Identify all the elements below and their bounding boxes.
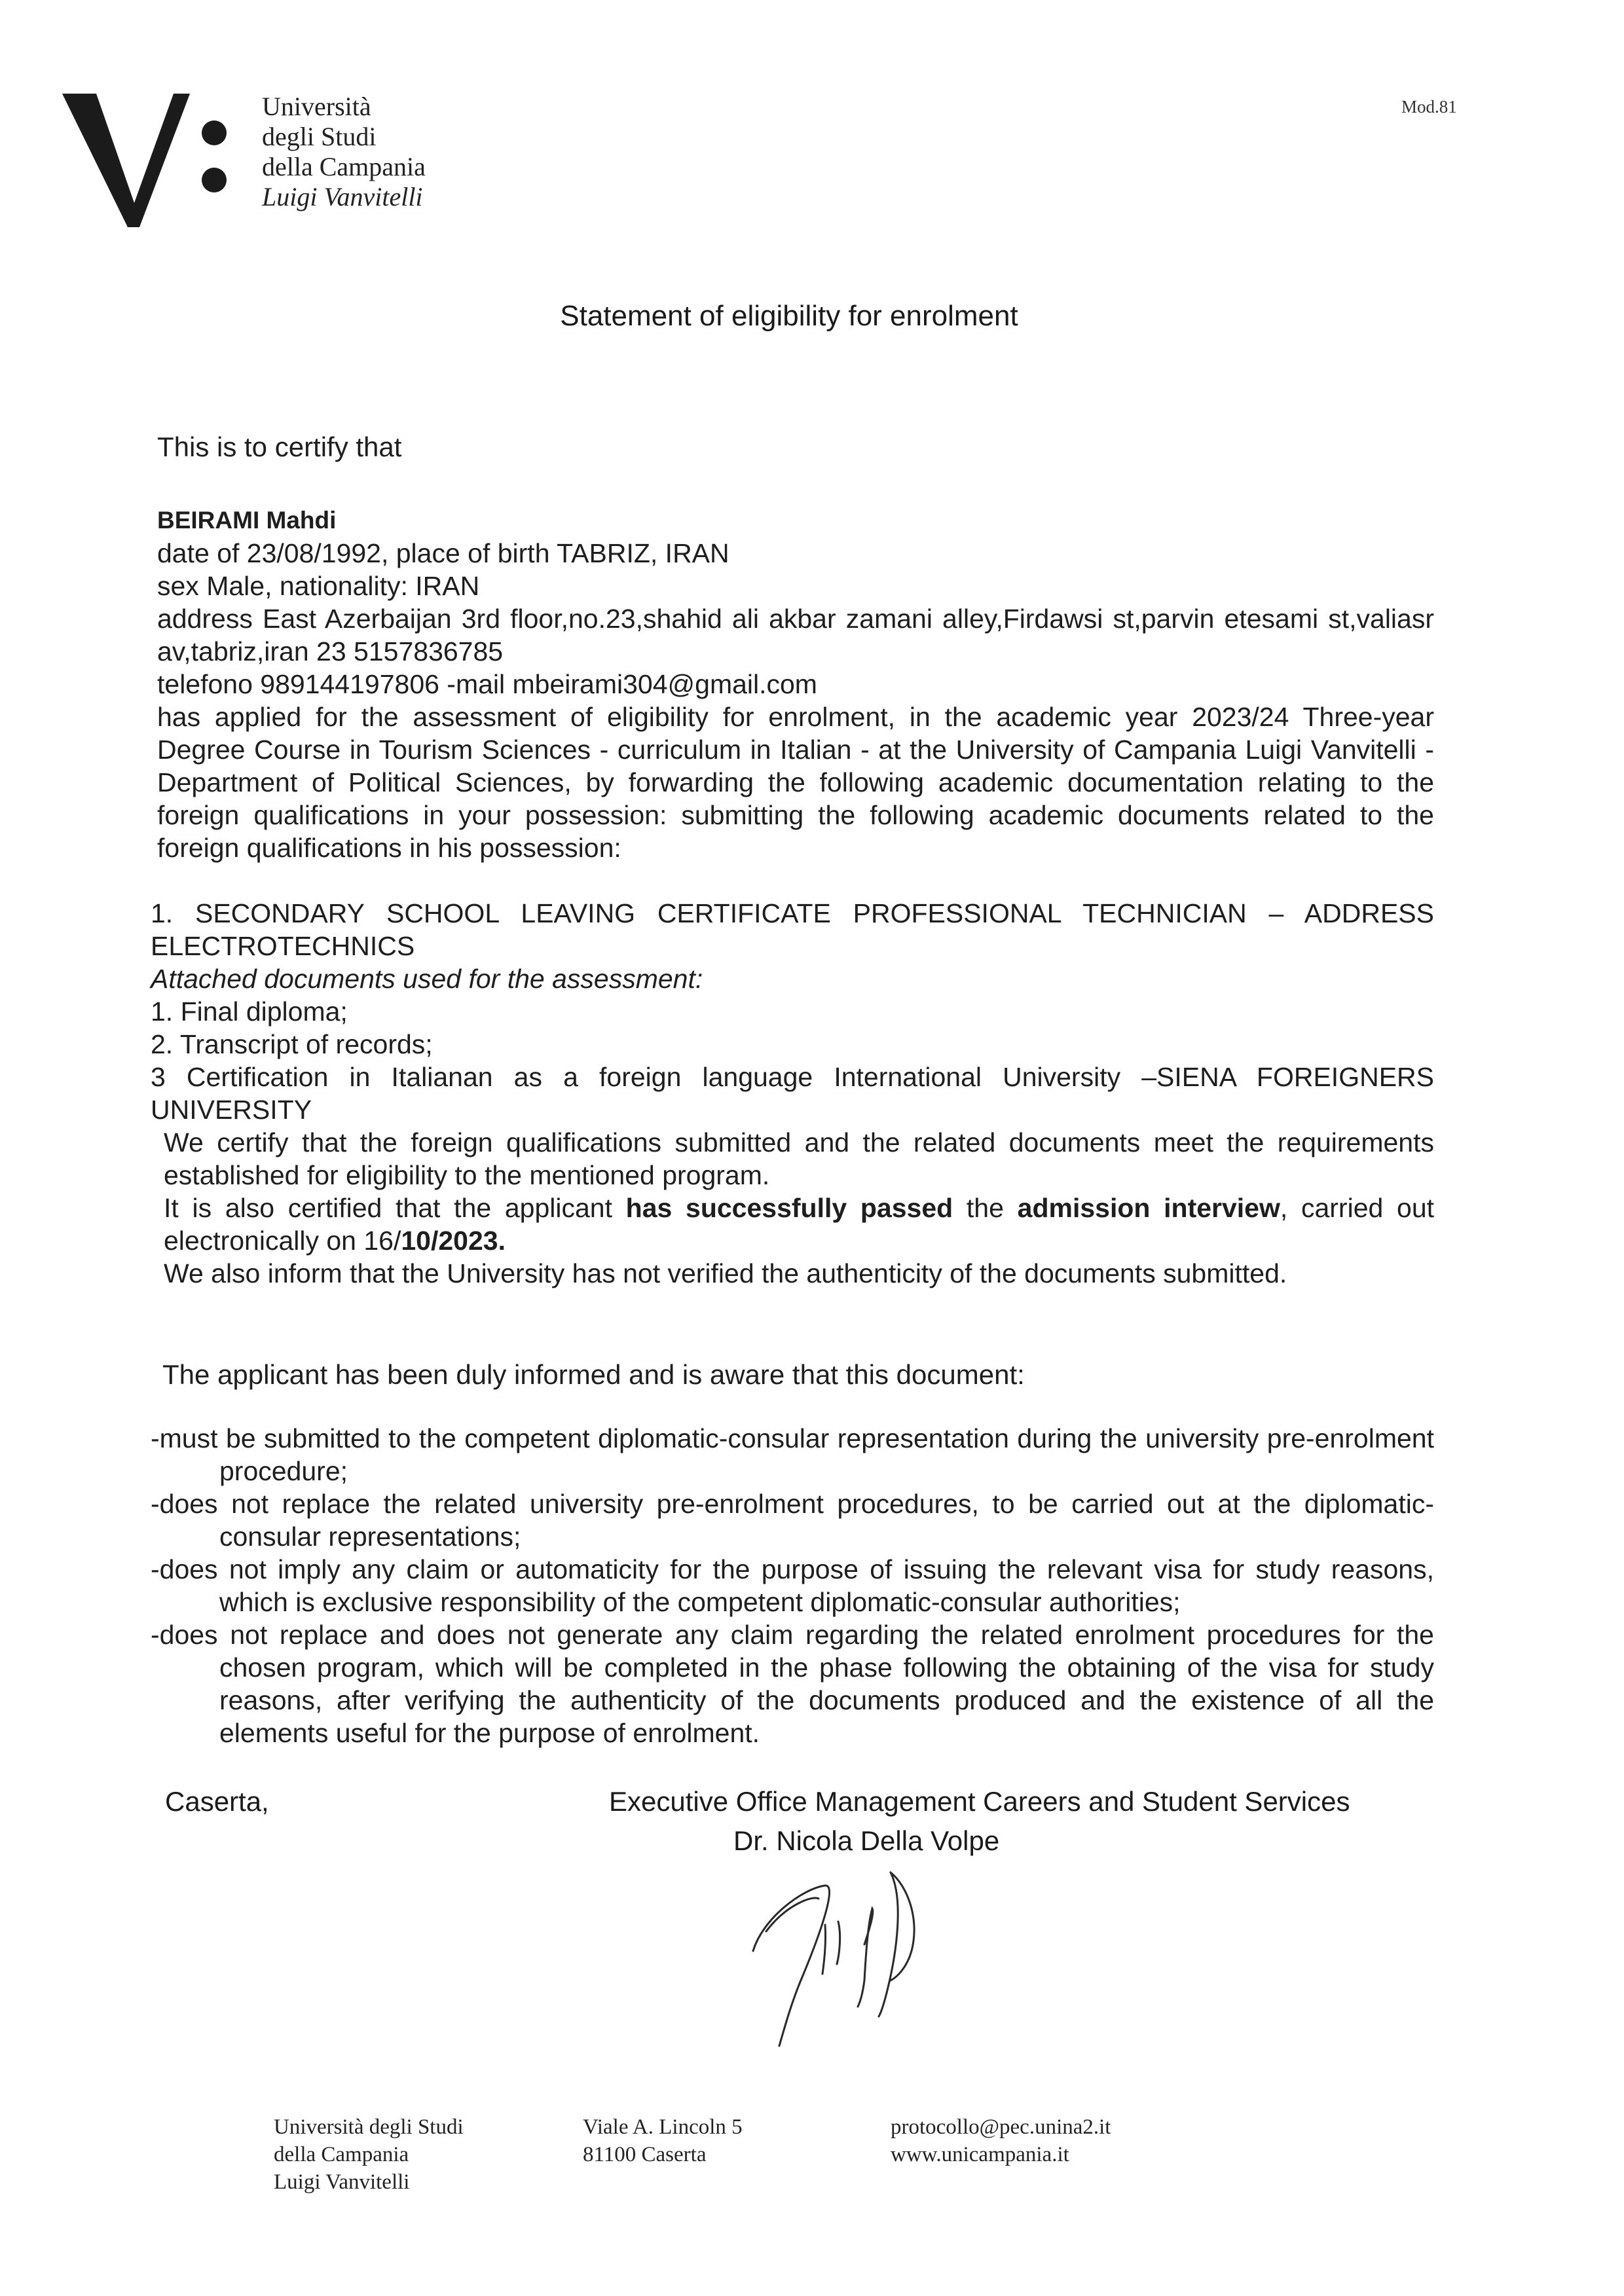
condition-item: -does not imply any claim or automaticity for the purpose of issuing the relevant visa for study reasons, which is exclusive responsibility of the competent diplomatic-consular authorities;	[151, 1554, 1434, 1617]
certify-intro: This is to certify that	[157, 431, 402, 462]
condition-item: -does not replace the related university pre-enrolment procedures, to be carried out at the diplomatic-consular representations;	[151, 1489, 1434, 1552]
attached-doc: 3 Certification in Italianan as a foreign language International University –SIENA FOREIGNERS UNIVERSITY	[151, 1062, 1434, 1125]
footer-address	[583, 2113, 743, 2168]
condition-item: -must be submitted to the competent diplomatic-consular representation during the university pre-enrolment procedure;	[151, 1423, 1434, 1486]
director-name: Dr. Nicola Della Volpe	[733, 1825, 1000, 1856]
informed-line: The applicant has been duly informed and is aware that this document:	[162, 1359, 1025, 1390]
statement-part: It is also certified that the applicant	[164, 1193, 626, 1223]
uni-name-line: Luigi Vanvitelli	[262, 182, 423, 211]
uni-name-line: della Campania	[262, 152, 426, 181]
footer-line: Luigi Vanvitelli	[274, 2170, 410, 2194]
uni-name-line: degli Studi	[262, 122, 377, 151]
qualification-title-cont: ELECTROTECHNICS	[151, 931, 415, 961]
application-paragraph: has applied for the assessment of eligibility for enrolment, in the academic year 2023/24 Three-year Degree Course in Tourism Sciences - curriculum in Italian - at the University of Campania Luigi Vanvitelli - Department of Political Sciences, by forwarding the following academic documentation relating to the foreign qualifications in your possession: submitting the following academic documents related to the foreign qualifications in his possession:	[157, 702, 1434, 863]
nationality: , nationality: IRAN	[265, 571, 480, 601]
statement-bold: has successfully passed	[625, 1193, 953, 1223]
certification-statements	[164, 1126, 1434, 1290]
footer-line: Università degli Studi	[274, 2115, 464, 2139]
attached-heading: Attached documents used for the assessment:	[151, 964, 703, 994]
handwritten-signature-icon	[740, 1859, 982, 2056]
statement-bold: admission interview	[1017, 1193, 1280, 1223]
statement-bold: 10/2023.	[401, 1226, 506, 1256]
footer-contacts	[891, 2113, 1111, 2168]
applicant-info	[157, 504, 1434, 864]
birth-line: date of 23/08/1992, place of birth TABRIZ, IRAN	[157, 538, 729, 568]
statement: We also inform that the University has not verified the authenticity of the documents submitted.	[164, 1258, 1287, 1288]
footer-email: protocollo@pec.unina2.it	[891, 2115, 1111, 2139]
footer-website: www.unicampania.it	[891, 2143, 1069, 2166]
university-name	[262, 92, 426, 212]
qualification-section	[151, 897, 1434, 1126]
condition-item: -does not replace and does not generate any claim regarding the related enrolment procedures for the chosen program, which will be completed in the phase following the obtaining of the visa for study reasons, after verifying the authenticity of the documents produced and the existence of all the elements useful for the purpose of enrolment.	[151, 1620, 1434, 1748]
statement-part: the	[953, 1193, 1018, 1223]
sex-nationality-line	[157, 570, 1434, 602]
uni-name-line: Università	[262, 92, 371, 121]
place: Caserta,	[165, 1786, 269, 1817]
conditions-list	[151, 1422, 1434, 1749]
attached-doc: 1. Final diploma;	[151, 996, 348, 1027]
footer-line: Viale A. Lincoln 5	[583, 2115, 743, 2139]
contact-line: telefono 989144197806 -mail mbeirami304@gmail.com	[157, 669, 817, 699]
statement: We certify that the foreign qualifications submitted and the related documents meet the requirements established for eligibility to the mentioned program.	[164, 1127, 1434, 1190]
address-line: address East Azerbaijan 3rd floor,no.23,shahid ali akbar zamani alley,Firdawsi st,parvin etesami st,valiasr av,tabriz,iran 23 5157836785	[157, 604, 1434, 666]
footer-university	[274, 2113, 464, 2196]
document-title: Statement of eligibility for enrolment	[560, 300, 1018, 332]
sex-value: Male	[206, 571, 265, 601]
applicant-name: BEIRAMI Mahdi	[157, 507, 337, 534]
qualification-title: 1. SECONDARY SCHOOL LEAVING CERTIFICATE PROFESSIONAL TECHNICIAN – ADDRESS	[151, 898, 1434, 928]
statement	[164, 1192, 1434, 1257]
sex-label: sex	[157, 571, 207, 601]
form-number: Mod.81	[1401, 97, 1457, 117]
vanvitelli-v-logo-icon	[62, 88, 259, 229]
footer-line: 81100 Caserta	[583, 2143, 707, 2166]
attached-doc: 2. Transcript of records;	[151, 1029, 433, 1059]
footer-line: della Campania	[274, 2143, 409, 2166]
statement-part: , carried out electronically on 16/	[164, 1193, 1435, 1256]
office-name: Executive Office Management Careers and Student Services	[609, 1786, 1350, 1817]
